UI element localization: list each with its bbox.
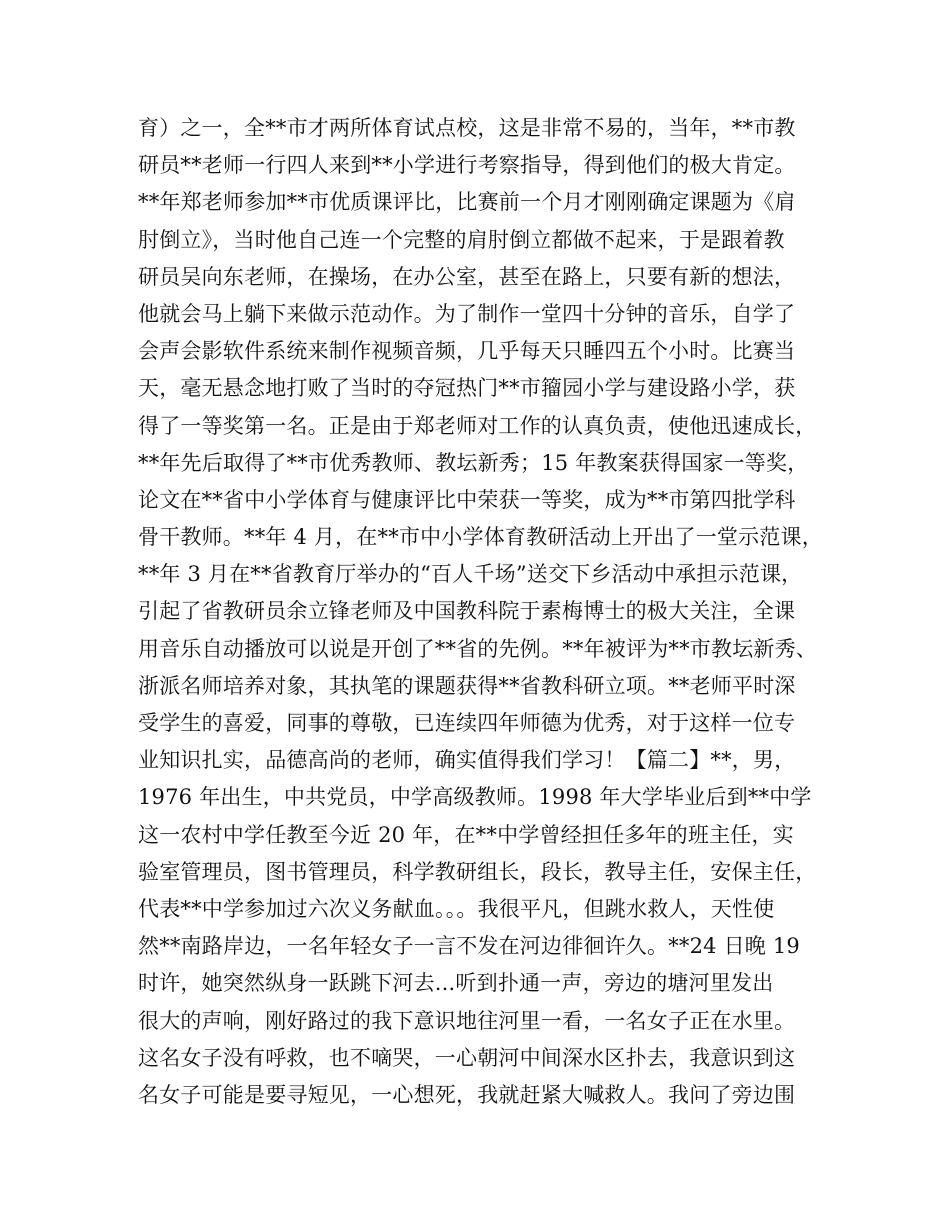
text-line: 受学生的喜爱，同事的尊敬，已连续四年师德为优秀，对于这样一位专 [138,711,796,735]
text-line: 得了一等奖第一名。正是由于郑老师对工作的认真负责，使他迅速成长， [138,413,817,438]
body-text [138,110,823,1114]
text-line: 论文在**省中小学体育与健康评比中荣获一等奖，成为**市第四批学科 [138,487,796,512]
text-line: 研员吴向东老师，在操场，在办公室，甚至在路上，只要有新的想法， [138,264,796,289]
text-line: 验室管理员，图书管理员，科学教研组长，段长，教导主任，安保主任， [138,859,817,884]
text-line: 然**南路岸边，一名年轻女子一言不发在河边徘徊许久。**24 日晚 19 [138,934,800,959]
text-line: 这名女子没有呼救，也不嘀哭，一心朝河中间深水区扑去，我意识到这 [138,1045,796,1070]
text-line: **年先后取得了**市优秀教师、教坛新秀；15 年教案获得国家一等奖， [138,450,809,475]
text-line: **年郑老师参加**市优质课评比，比赛前一个月才刚刚确定课题为《肩 [138,190,796,215]
text-line: 1976 年出生，中共党员，中学高级教师。1998 年大学毕业后到**中学 [138,785,812,810]
text-line: 很大的声响，刚好路过的我下意识地往河里一看，一名女子正在水里。 [138,1008,796,1033]
text-line: 他就会马上躺下来做示范动作。为了制作一堂四十分钟的音乐，自学了 [138,301,796,326]
text-line: 时许，她突然纵身一跃跳下河去...听到扑通一声，旁边的塘河里发出 [138,971,774,996]
text-line: 引起了省教研员余立锋老师及中国教科院于素梅博士的极大关注，全课 [138,599,796,624]
text-line: 研员**老师一行四人来到**小学进行考察指导，得到他们的极大肯定。 [138,153,796,178]
text-line: **年 3 月在**省教育厅举办的“百人千场”送交下乡活动中承担示范课， [138,562,803,587]
text-line: 骨干教师。**年 4 月，在**市中小学体育教研活动上开出了一堂示范课， [138,525,823,550]
text-line: 浙派名师培养对象，其执笔的课题获得**省教科研立项。**老师平时深 [138,673,796,698]
text-line: 代表**中学参加过六次义务献血。。。我很平凡，但跳水救人，天性使 [138,896,775,921]
text-line: 会声会影软件系统来制作视频音频，几乎每天只睡四五个小时。比赛当 [138,339,796,364]
text-line: 业知识扎实，品德高尚的老师，确实值得我们学习！【篇二】**，男， [138,748,796,773]
text-line: 这一农村中学任教至今近 20 年，在**中学曾经担任多年的班主任，实 [138,822,794,847]
text-line: 名女子可能是要寻短见，一心想死，我就赶紧大喊救人。我问了旁边围 [138,1082,796,1107]
text-line: 育）之一，全**市才两所体育试点校，这是非常不易的，当年，**市教 [138,116,796,140]
text-line: 天，毫无悬念地打败了当时的夺冠热门**市籀园小学与建设路小学，获 [138,376,796,401]
text-line: 用音乐自动播放可以说是开创了**省的先例。**年被评为**市教坛新秀、 [138,636,817,661]
text-line: 肘倒立》，当时他自己连一个完整的肩肘倒立都做不起来，于是跟着教 [138,227,785,252]
